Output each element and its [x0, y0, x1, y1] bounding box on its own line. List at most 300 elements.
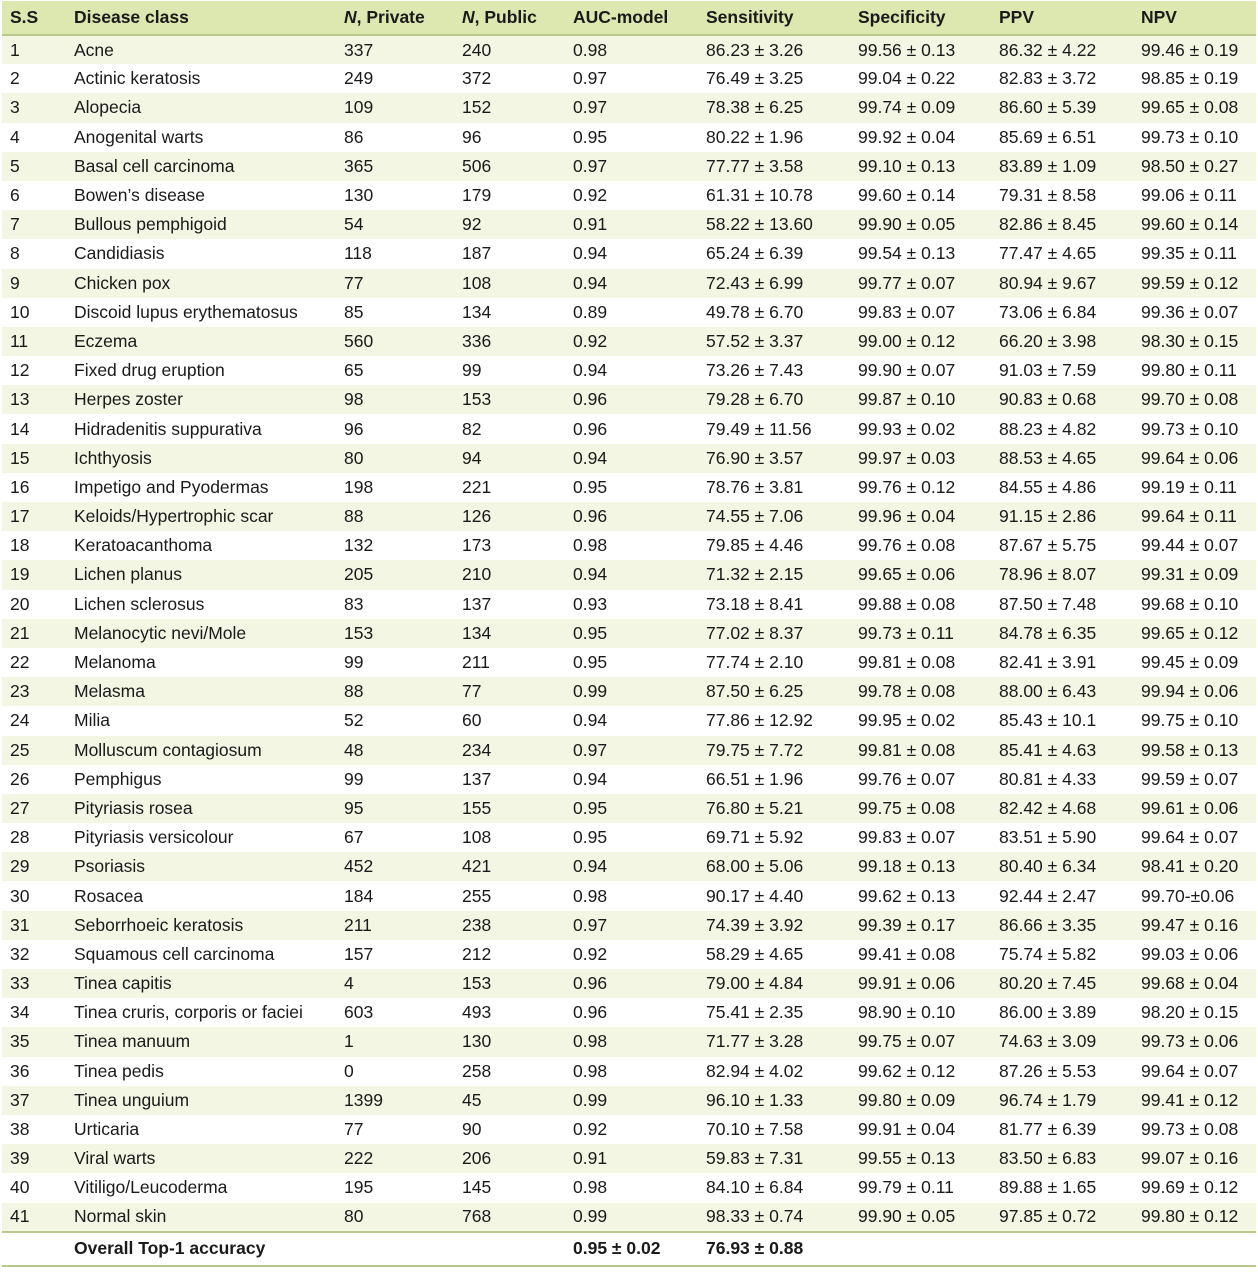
cell-npv: 99.80 ± 0.12 [1141, 1206, 1239, 1227]
cell-ppv: 85.43 ± 10.1 [999, 710, 1097, 731]
cell-disease-class: Tinea pedis [74, 1060, 164, 1081]
table-row [2, 911, 1256, 940]
cell-specificity: 99.04 ± 0.22 [858, 68, 956, 89]
cell-n-public: 212 [462, 943, 492, 964]
cell-disease-class: Impetigo and Pyodermas [74, 476, 269, 497]
table-row [2, 93, 1256, 122]
cell-disease-class: Discoid lupus erythematosus [74, 301, 298, 322]
cell-sensitivity: 72.43 ± 6.99 [706, 272, 804, 293]
cell-sensitivity: 77.77 ± 3.58 [706, 155, 804, 176]
cell-n-public: 96 [462, 126, 482, 147]
cell-sensitivity: 77.74 ± 2.10 [706, 652, 804, 673]
cell-specificity: 99.90 ± 0.07 [858, 360, 956, 381]
cell-ss: 19 [10, 564, 30, 585]
cell-auc: 0.96 [573, 418, 608, 439]
cell-disease-class: Squamous cell carcinoma [74, 943, 275, 964]
cell-n-public: 82 [462, 418, 482, 439]
cell-n-public: 210 [462, 564, 492, 585]
cell-ppv: 86.32 ± 4.22 [999, 39, 1097, 60]
cell-specificity: 99.79 ± 0.11 [858, 1177, 954, 1198]
cell-specificity: 99.91 ± 0.04 [858, 1119, 956, 1140]
cell-auc: 0.98 [573, 1031, 608, 1052]
cell-auc: 0.94 [573, 272, 608, 293]
cell-specificity: 99.73 ± 0.11 [858, 622, 954, 643]
cell-n-private: 96 [344, 418, 364, 439]
cell-n-public: 126 [462, 506, 492, 527]
cell-ppv: 87.50 ± 7.48 [999, 593, 1097, 614]
footer-row [2, 1232, 1256, 1266]
table-row [2, 181, 1256, 210]
cell-disease-class: Basal cell carcinoma [74, 155, 235, 176]
cell-npv: 99.60 ± 0.14 [1141, 214, 1239, 235]
cell-disease-class: Milia [74, 710, 110, 731]
cell-sensitivity: 58.22 ± 13.60 [706, 214, 813, 235]
cell-auc: 0.99 [573, 1206, 608, 1227]
table-row [2, 298, 1256, 327]
cell-disease-class: Tinea unguium [74, 1089, 190, 1110]
cell-ss: 7 [10, 214, 20, 235]
table-row [2, 998, 1256, 1027]
table-row [2, 35, 1256, 64]
header-n-public-text: , Public [474, 7, 537, 27]
table-row [2, 327, 1256, 356]
header-n-public [454, 1, 565, 35]
cell-auc: 0.94 [573, 710, 608, 731]
cell-n-public: 94 [462, 447, 482, 468]
cell-npv: 99.68 ± 0.10 [1141, 593, 1239, 614]
table-row [2, 414, 1256, 443]
cell-auc: 0.98 [573, 535, 608, 556]
cell-sensitivity: 96.10 ± 1.33 [706, 1089, 804, 1110]
cell-disease-class: Melanoma [74, 652, 156, 673]
cell-auc: 0.98 [573, 1060, 608, 1081]
table-row [2, 823, 1256, 852]
cell-auc: 0.94 [573, 856, 608, 877]
cell-n-private: 365 [344, 155, 374, 176]
footer-empty [991, 1232, 1133, 1266]
footer-empty [850, 1232, 991, 1266]
cell-ss: 27 [10, 797, 30, 818]
cell-sensitivity: 77.86 ± 12.92 [706, 710, 813, 731]
cell-ppv: 83.51 ± 5.90 [999, 827, 1097, 848]
cell-n-private: 48 [344, 739, 364, 760]
footer-empty [454, 1232, 565, 1266]
cell-specificity: 99.97 ± 0.03 [858, 447, 956, 468]
cell-n-public: 768 [462, 1206, 492, 1227]
cell-specificity: 99.75 ± 0.07 [858, 1031, 956, 1052]
cell-npv: 99.19 ± 0.11 [1141, 476, 1237, 497]
cell-n-public: 90 [462, 1119, 482, 1140]
cell-ppv: 87.67 ± 5.75 [999, 535, 1097, 556]
cell-n-private: 4 [344, 973, 354, 994]
cell-ppv: 74.63 ± 3.09 [999, 1031, 1097, 1052]
cell-sensitivity: 79.75 ± 7.72 [706, 739, 804, 760]
cell-n-public: 211 [462, 652, 490, 673]
cell-npv: 99.73 ± 0.06 [1141, 1031, 1239, 1052]
cell-npv: 99.69 ± 0.12 [1141, 1177, 1239, 1198]
cell-npv: 99.73 ± 0.10 [1141, 418, 1239, 439]
cell-npv: 98.30 ± 0.15 [1141, 330, 1239, 351]
cell-disease-class: Normal skin [74, 1206, 167, 1227]
cell-n-private: 195 [344, 1177, 374, 1198]
cell-disease-class: Molluscum contagiosum [74, 739, 262, 760]
cell-n-public: 336 [462, 330, 492, 351]
cell-ppv: 66.20 ± 3.98 [999, 330, 1097, 351]
cell-ss: 4 [10, 126, 20, 147]
cell-specificity: 99.76 ± 0.07 [858, 768, 956, 789]
cell-ss: 3 [10, 97, 20, 118]
cell-n-public: 153 [462, 389, 492, 410]
cell-npv: 98.85 ± 0.19 [1141, 68, 1239, 89]
cell-ss: 11 [10, 330, 29, 351]
cell-disease-class: Bullous pemphigoid [74, 214, 227, 235]
header-row [2, 1, 1256, 35]
cell-ppv: 83.89 ± 1.09 [999, 155, 1097, 176]
table-row [2, 152, 1256, 181]
cell-disease-class: Hidradenitis suppurativa [74, 418, 262, 439]
cell-npv: 99.64 ± 0.06 [1141, 447, 1239, 468]
cell-ss: 31 [10, 914, 30, 935]
cell-n-private: 80 [344, 1206, 364, 1227]
cell-ss: 29 [10, 856, 30, 877]
table-row [2, 1115, 1256, 1144]
cell-disease-class: Alopecia [74, 97, 142, 118]
footer-sensitivity: 76.93 ± 0.88 [698, 1232, 850, 1266]
cell-ss: 5 [10, 155, 20, 176]
cell-n-public: 255 [462, 885, 492, 906]
cell-disease-class: Lichen sclerosus [74, 593, 205, 614]
table-row [2, 64, 1256, 93]
cell-n-private: 1399 [344, 1089, 383, 1110]
cell-ss: 6 [10, 185, 20, 206]
cell-ss: 23 [10, 681, 30, 702]
cell-npv: 99.59 ± 0.07 [1141, 768, 1239, 789]
cell-sensitivity: 70.10 ± 7.58 [706, 1119, 804, 1140]
cell-disease-class: Rosacea [74, 885, 144, 906]
cell-ss: 37 [10, 1089, 30, 1110]
cell-npv: 99.44 ± 0.07 [1141, 535, 1239, 556]
cell-ss: 1 [10, 39, 20, 60]
cell-sensitivity: 59.83 ± 7.31 [706, 1148, 804, 1169]
cell-n-private: 109 [344, 97, 374, 118]
cell-npv: 99.59 ± 0.12 [1141, 272, 1239, 293]
cell-sensitivity: 79.49 ± 11.56 [706, 418, 812, 439]
cell-n-private: 77 [344, 272, 364, 293]
cell-n-private: 77 [344, 1119, 364, 1140]
cell-n-public: 99 [462, 360, 482, 381]
cell-ppv: 84.55 ± 4.86 [999, 476, 1097, 497]
table-row [2, 648, 1256, 677]
cell-auc: 0.97 [573, 68, 608, 89]
cell-specificity: 99.80 ± 0.09 [858, 1089, 956, 1110]
table-row [2, 385, 1256, 414]
cell-ss: 21 [10, 622, 30, 643]
cell-ppv: 86.60 ± 5.39 [999, 97, 1097, 118]
cell-auc: 0.95 [573, 652, 608, 673]
header-specificity: Specificity [850, 1, 991, 35]
table-row [2, 590, 1256, 619]
cell-ss: 30 [10, 885, 30, 906]
cell-ppv: 80.20 ± 7.45 [999, 973, 1097, 994]
cell-ss: 39 [10, 1148, 30, 1169]
footer-auc: 0.95 ± 0.02 [565, 1232, 698, 1266]
cell-n-public: 130 [462, 1031, 492, 1052]
cell-n-private: 65 [344, 360, 364, 381]
cell-disease-class: Lichen planus [74, 564, 182, 585]
cell-ss: 8 [10, 243, 20, 264]
cell-npv: 99.06 ± 0.11 [1141, 185, 1237, 206]
cell-ss: 36 [10, 1060, 30, 1081]
cell-disease-class: Pityriasis versicolour [74, 827, 234, 848]
cell-ss: 17 [10, 506, 30, 527]
cell-auc: 0.99 [573, 681, 608, 702]
cell-specificity: 99.96 ± 0.04 [858, 506, 956, 527]
cell-ppv: 96.74 ± 1.79 [999, 1089, 1097, 1110]
cell-n-private: 198 [344, 476, 374, 497]
cell-ppv: 92.44 ± 2.47 [999, 885, 1097, 906]
cell-npv: 99.07 ± 0.16 [1141, 1148, 1239, 1169]
cell-ppv: 89.88 ± 1.65 [999, 1177, 1097, 1198]
cell-sensitivity: 69.71 ± 5.92 [706, 827, 804, 848]
cell-specificity: 99.90 ± 0.05 [858, 1206, 956, 1227]
cell-specificity: 99.65 ± 0.06 [858, 564, 956, 585]
cell-npv: 99.70-±0.06 [1141, 885, 1235, 906]
cell-disease-class: Urticaria [74, 1119, 140, 1140]
cell-n-public: 240 [462, 39, 492, 60]
cell-ss: 13 [10, 389, 30, 410]
cell-n-private: 560 [344, 330, 374, 351]
cell-auc: 0.94 [573, 768, 608, 789]
cell-sensitivity: 79.85 ± 4.46 [706, 535, 804, 556]
cell-ss: 28 [10, 827, 30, 848]
cell-n-public: 45 [462, 1089, 482, 1110]
cell-sensitivity: 49.78 ± 6.70 [706, 301, 804, 322]
cell-auc: 0.92 [573, 1119, 608, 1140]
cell-n-public: 77 [462, 681, 482, 702]
cell-n-private: 153 [344, 622, 374, 643]
cell-specificity: 99.78 ± 0.08 [858, 681, 956, 702]
cell-ppv: 88.00 ± 6.43 [999, 681, 1097, 702]
cell-ppv: 85.41 ± 4.63 [999, 739, 1097, 760]
cell-n-private: 452 [344, 856, 374, 877]
cell-auc: 0.96 [573, 506, 608, 527]
table-row [2, 531, 1256, 560]
cell-npv: 99.75 ± 0.10 [1141, 710, 1239, 731]
cell-specificity: 99.76 ± 0.08 [858, 535, 956, 556]
header-disease-class: Disease class [66, 1, 336, 35]
cell-ppv: 80.40 ± 6.34 [999, 856, 1097, 877]
table-row [2, 560, 1256, 589]
cell-n-private: 249 [344, 68, 374, 89]
cell-specificity: 99.54 ± 0.13 [858, 243, 956, 264]
table-row [2, 1057, 1256, 1086]
cell-auc: 0.98 [573, 1177, 608, 1198]
cell-n-private: 67 [344, 827, 364, 848]
cell-auc: 0.89 [573, 301, 608, 322]
cell-n-private: 88 [344, 506, 364, 527]
cell-sensitivity: 76.49 ± 3.25 [706, 68, 804, 89]
cell-n-public: 137 [462, 593, 492, 614]
cell-ppv: 83.50 ± 6.83 [999, 1148, 1097, 1169]
cell-disease-class: Seborrhoeic keratosis [74, 914, 244, 935]
cell-specificity: 99.74 ± 0.09 [858, 97, 956, 118]
footer-empty [1133, 1232, 1256, 1266]
cell-npv: 98.50 ± 0.27 [1141, 155, 1239, 176]
cell-disease-class: Actinic keratosis [74, 68, 201, 89]
cell-ss: 2 [10, 68, 20, 89]
cell-ppv: 82.83 ± 3.72 [999, 68, 1097, 89]
cell-n-public: 234 [462, 739, 492, 760]
cell-sensitivity: 66.51 ± 1.96 [706, 768, 804, 789]
cell-n-private: 99 [344, 768, 364, 789]
cell-npv: 99.94 ± 0.06 [1141, 681, 1239, 702]
table-row [2, 736, 1256, 765]
cell-npv: 99.64 ± 0.11 [1141, 506, 1237, 527]
cell-npv: 99.61 ± 0.06 [1141, 797, 1239, 818]
header-ppv: PPV [991, 1, 1133, 35]
cell-n-public: 60 [462, 710, 482, 731]
cell-npv: 99.31 ± 0.09 [1141, 564, 1239, 585]
cell-disease-class: Viral warts [74, 1148, 156, 1169]
footer-empty [2, 1232, 66, 1266]
cell-sensitivity: 73.18 ± 8.41 [706, 593, 804, 614]
cell-specificity: 99.00 ± 0.12 [858, 330, 956, 351]
cell-disease-class: Tinea capitis [74, 973, 172, 994]
table-row [2, 1086, 1256, 1115]
cell-n-public: 493 [462, 1002, 492, 1023]
cell-ppv: 80.81 ± 4.33 [999, 768, 1097, 789]
cell-disease-class: Melanocytic nevi/Mole [74, 622, 247, 643]
cell-npv: 99.70 ± 0.08 [1141, 389, 1239, 410]
cell-auc: 0.96 [573, 389, 608, 410]
cell-ss: 32 [10, 943, 30, 964]
cell-specificity: 99.95 ± 0.02 [858, 710, 956, 731]
cell-disease-class: Keratoacanthoma [74, 535, 213, 556]
cell-sensitivity: 73.26 ± 7.43 [706, 360, 804, 381]
cell-sensitivity: 61.31 ± 10.78 [706, 185, 813, 206]
cell-n-public: 173 [462, 535, 492, 556]
table-row [2, 473, 1256, 502]
cell-npv: 98.41 ± 0.20 [1141, 856, 1239, 877]
footer-empty [336, 1232, 454, 1266]
table-row [2, 1027, 1256, 1056]
footer-label: Overall Top-1 accuracy [66, 1232, 336, 1266]
cell-npv: 99.36 ± 0.07 [1141, 301, 1239, 322]
cell-n-public: 421 [462, 856, 492, 877]
cell-specificity: 99.90 ± 0.05 [858, 214, 956, 235]
cell-n-public: 187 [462, 243, 492, 264]
cell-auc: 0.97 [573, 739, 608, 760]
cell-npv: 99.65 ± 0.12 [1141, 622, 1239, 643]
header-n-private-italic: N [344, 7, 357, 27]
cell-sensitivity: 74.55 ± 7.06 [706, 506, 804, 527]
table-footer [2, 1232, 1256, 1266]
cell-disease-class: Vitiligo/Leucoderma [74, 1177, 228, 1198]
cell-n-public: 92 [462, 214, 482, 235]
cell-npv: 99.03 ± 0.06 [1141, 943, 1239, 964]
cell-n-private: 83 [344, 593, 364, 614]
cell-n-public: 134 [462, 301, 492, 322]
cell-disease-class: Pemphigus [74, 768, 162, 789]
cell-n-public: 155 [462, 797, 492, 818]
cell-sensitivity: 71.32 ± 2.15 [706, 564, 804, 585]
cell-auc: 0.97 [573, 914, 608, 935]
cell-npv: 99.80 ± 0.11 [1141, 360, 1237, 381]
cell-specificity: 99.83 ± 0.07 [858, 301, 956, 322]
table-row [2, 502, 1256, 531]
cell-npv: 99.65 ± 0.08 [1141, 97, 1239, 118]
cell-specificity: 99.93 ± 0.02 [858, 418, 956, 439]
table-row [2, 940, 1256, 969]
table-row [2, 1203, 1256, 1232]
table-row [2, 794, 1256, 823]
header-auc: AUC-model [565, 1, 698, 35]
cell-auc: 0.94 [573, 447, 608, 468]
cell-disease-class: Herpes zoster [74, 389, 183, 410]
cell-auc: 0.96 [573, 1002, 608, 1023]
cell-ppv: 91.15 ± 2.86 [999, 506, 1097, 527]
cell-disease-class: Pityriasis rosea [74, 797, 193, 818]
cell-ss: 12 [10, 360, 30, 381]
table-row [2, 852, 1256, 881]
cell-n-private: 52 [344, 710, 364, 731]
cell-specificity: 99.62 ± 0.13 [858, 885, 956, 906]
cell-ss: 26 [10, 768, 30, 789]
cell-auc: 0.95 [573, 827, 608, 848]
header-npv: NPV [1133, 1, 1256, 35]
cell-sensitivity: 84.10 ± 6.84 [706, 1177, 804, 1198]
cell-specificity: 99.91 ± 0.06 [858, 973, 956, 994]
cell-n-private: 130 [344, 185, 374, 206]
table-row [2, 969, 1256, 998]
cell-disease-class: Fixed drug eruption [74, 360, 225, 381]
cell-n-private: 0 [344, 1060, 354, 1081]
cell-auc: 0.95 [573, 126, 608, 147]
cell-disease-class: Candidiasis [74, 243, 165, 264]
cell-specificity: 99.81 ± 0.08 [858, 739, 956, 760]
cell-specificity: 99.62 ± 0.12 [858, 1060, 956, 1081]
table-row [2, 619, 1256, 648]
header-n-private-text: , Private [356, 7, 425, 27]
cell-specificity: 99.77 ± 0.07 [858, 272, 956, 293]
cell-ss: 41 [10, 1206, 30, 1227]
cell-sensitivity: 78.76 ± 3.81 [706, 476, 804, 497]
cell-sensitivity: 71.77 ± 3.28 [706, 1031, 804, 1052]
cell-ppv: 81.77 ± 6.39 [999, 1119, 1097, 1140]
cell-disease-class: Keloids/Hypertrophic scar [74, 506, 274, 527]
cell-sensitivity: 58.29 ± 4.65 [706, 943, 804, 964]
cell-sensitivity: 68.00 ± 5.06 [706, 856, 804, 877]
cell-npv: 99.46 ± 0.19 [1141, 39, 1239, 60]
cell-ppv: 86.66 ± 3.35 [999, 914, 1097, 935]
cell-auc: 0.92 [573, 943, 608, 964]
cell-specificity: 99.88 ± 0.08 [858, 593, 956, 614]
cell-n-public: 108 [462, 827, 492, 848]
cell-n-private: 157 [344, 943, 374, 964]
cell-disease-class: Acne [74, 39, 114, 60]
cell-n-private: 337 [344, 39, 374, 60]
cell-n-private: 54 [344, 214, 364, 235]
cell-ss: 34 [10, 1002, 30, 1023]
cell-sensitivity: 76.80 ± 5.21 [706, 797, 804, 818]
cell-n-private: 80 [344, 447, 364, 468]
cell-n-private: 184 [344, 885, 374, 906]
cell-ppv: 91.03 ± 7.59 [999, 360, 1097, 381]
cell-npv: 99.64 ± 0.07 [1141, 1060, 1239, 1081]
cell-auc: 0.96 [573, 973, 608, 994]
cell-auc: 0.95 [573, 476, 608, 497]
cell-n-public: 372 [462, 68, 492, 89]
